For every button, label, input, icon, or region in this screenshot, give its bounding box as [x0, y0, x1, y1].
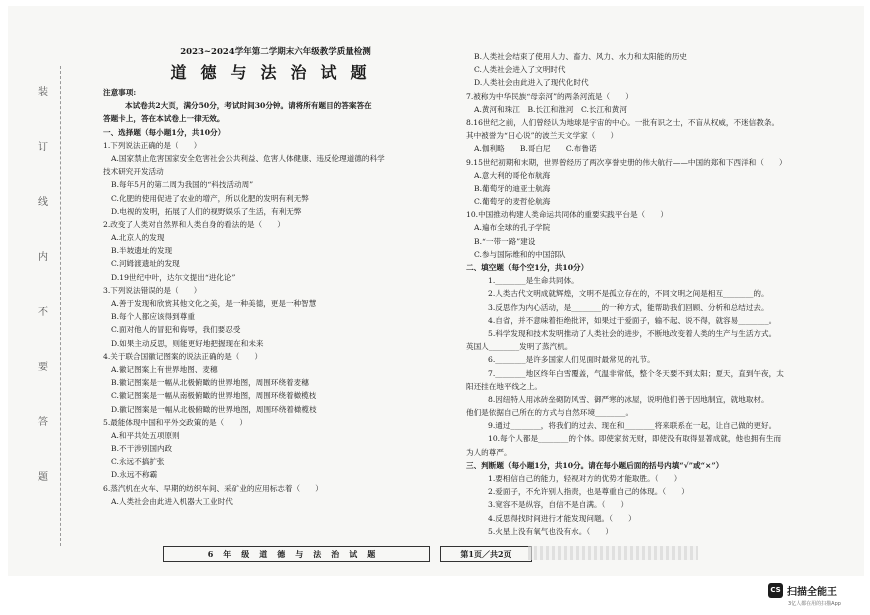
- text-line: 其中被誉为“日心说”的波兰天文学家（ ）: [466, 131, 619, 141]
- text-line: 2.爱面子，不允许别人指责，也是尊重自己的体现。（ ）: [488, 487, 689, 497]
- gutter-mark: 要: [38, 362, 48, 373]
- text-line: C.面对他人的冒犯和侮辱，我们要忍受: [111, 325, 241, 335]
- text-line: C.参与国际维和的中国部队: [474, 249, 566, 259]
- text-line: D.永远不称霸: [111, 470, 158, 480]
- text-line: C.河姆渡遗址的发现: [111, 259, 180, 269]
- text-line: 为人的尊严。: [466, 447, 512, 457]
- exam-title: 道德与法治试题: [170, 63, 381, 82]
- text-line: B.不干涉别国内政: [111, 444, 173, 454]
- text-line: 本试卷共2大页，满分50分，考试时间30分钟。请将所有题目的答案答在: [125, 101, 372, 111]
- text-line: A.徽记图案上有世界地图、麦穗: [111, 364, 218, 374]
- text-line: 1.下列说法正确的是（ ）: [103, 140, 202, 150]
- text-line: 9.通过________，将我们的过去、现在和________将来联系在一起，让自己做的更好。: [488, 421, 777, 431]
- text-line: 5.科学发现和技术发明推动了人类社会的进步，不断地改变着人类的生产与生活方式。: [488, 328, 777, 338]
- text-line: A.意大利的哥伦布航海: [474, 170, 551, 180]
- text-line: 一、选择题（每小题1分，共10分）: [103, 127, 226, 137]
- text-line: 8.因纽特人用冰砖垒砌防风雪、御严寒的冰屋，说明他们善于因地制宜，就地取材。: [488, 394, 769, 404]
- gutter-mark: 线: [38, 197, 48, 208]
- text-line: 10.中国推动构建人类命运共同体的重要实践平台是（ ）: [466, 210, 668, 220]
- left-column: [103, 46, 448, 508]
- text-line: A.人类社会由此进入机器大工业时代: [111, 496, 233, 506]
- text-line: B.人类社会结束了使用人力、畜力、风力、水力和太阳能的历史: [474, 52, 688, 61]
- text-line: A.遍布全球的孔子学院: [474, 223, 551, 233]
- text-line: 4.自省，并不意味着拒绝批评，如果过于爱面子，输不起、说不得，就容易________。: [488, 315, 777, 325]
- text-line: 答题卡上，答在本试卷上一律无效。: [103, 114, 225, 124]
- gutter-mark: 答: [38, 417, 48, 428]
- gutter-mark: 内: [38, 252, 48, 263]
- footer-course-label: 6年级道德与法治试题: [163, 546, 430, 562]
- text-line: C.永远不搞扩张: [111, 457, 165, 467]
- text-line: B.徽记图案是一幅从北极俯瞰的世界地图，周围环绕着麦穗: [111, 378, 309, 388]
- gutter-mark: 订: [38, 142, 48, 153]
- text-line: 4.反思得找时间进行才能发现问题。（ ）: [488, 513, 636, 523]
- text-line: A.黄河和珠江 B.长江和淮河 C.长江和黄河: [474, 104, 627, 114]
- text-line: B.“一带一路”建设: [474, 236, 536, 246]
- text-line: B.半坡遗址的发现: [111, 246, 173, 256]
- text-line: 6.________是许多国家人们见面时最常见的礼节。: [488, 355, 655, 365]
- text-line: 三、判断题（每小题1分，共10分。请在每小题后面的括号内填“√”或“×”）: [466, 460, 724, 470]
- text-line: C.徽记图案是一幅从南极俯瞰的世界地图，周围环绕着橄榄枝: [111, 391, 317, 401]
- right-column: [466, 50, 856, 538]
- text-line: D.电视的发明，拓展了人们的视野娱乐了生活，有利无弊: [111, 206, 302, 216]
- text-line: 10.每个人都是________的个体。即使家贫无财，即使没有取得显著成就，他也拥有生而: [488, 434, 782, 444]
- text-line: A.和平共处五项原则: [111, 430, 180, 440]
- binding-gutter: [30, 66, 61, 546]
- text-line: 技术研究开发活动: [103, 167, 164, 177]
- text-line: 1.要相信自己的能力，轻视对方的优势才能取胜。（ ）: [488, 474, 682, 483]
- scan-stain: [528, 546, 698, 560]
- text-line: D.如果主动反思，则能更好地把握现在和未来: [111, 338, 264, 348]
- text-line: 9.15世纪初期和末期，世界曾经历了两次享誉史册的伟大航行——中国的郑和下西洋和（ ）: [466, 157, 787, 167]
- text-line: 他们是依据自己所在的方式与自然环境________。: [466, 408, 634, 418]
- text-line: 7.________地区终年白雪覆盖，气温非常低，整个冬天要不到太阳；夏天，直到午夜，太: [488, 368, 784, 378]
- exam-subtitle: 2023~2024学年第二学期末六年级教学质量检测: [180, 47, 371, 57]
- footer-page-label: 第1页／共2页: [440, 546, 532, 562]
- text-line: B.每个人都应该得到尊重: [111, 312, 195, 322]
- text-line: 阳还挂在地平线之上。: [466, 381, 542, 391]
- text-line: 5.最能体现中国和平外交政策的是（ ）: [103, 417, 247, 427]
- watermark-tagline: 3亿人都在用的扫描App: [788, 601, 841, 607]
- text-line: D.人类社会由此进入了现代化时代: [474, 78, 589, 88]
- text-line: 3.反思作为内心活动，是________的一种方式，能帮助我们回顾、分析和总结过去。: [488, 302, 769, 312]
- text-line: 8.16世纪之前，人们曾经认为地球是宇宙的中心。一批有识之士，不盲从权威，不迷信教条。: [466, 117, 780, 127]
- scanner-watermark: [768, 582, 837, 598]
- text-line: 2.人类古代文明成就辉煌，文明不是孤立存在的，不同文明之间是相互________的。: [488, 289, 769, 299]
- text-line: A.善于发现和欣赏其他文化之美，是一种美德，更是一种智慧: [111, 299, 317, 308]
- watermark-name: 扫描全能王: [787, 586, 837, 598]
- text-line: D.徽记图案是一幅从北极俯瞰的世界地图，周围环绕着橄榄枝: [111, 404, 317, 414]
- text-line: 4.关于联合国徽记图案的说法正确的是（ ）: [103, 351, 263, 361]
- text-line: C.化肥的使用促进了农业的增产，所以化肥的发明有利无弊: [111, 193, 309, 203]
- text-line: A.国家禁止危害国家安全危害社会公共利益、危害人体健康、违反伦理道德的科学: [111, 153, 385, 163]
- text-line: C.人类社会进入了文明时代: [474, 65, 566, 75]
- gutter-mark: 不: [38, 307, 48, 318]
- text-line: 1.________是生命共同体。: [488, 276, 579, 286]
- text-line: 3.下列说法错误的是（ ）: [103, 285, 202, 295]
- text-line: A.伽利略 B.哥白尼 C.布鲁诺: [474, 144, 597, 154]
- text-line: 英国人________发明了蒸汽机。: [466, 342, 573, 352]
- text-line: 5.火星上没有氧气也没有水。（ ）: [488, 526, 613, 536]
- gutter-mark: 题: [38, 472, 48, 483]
- text-line: 二、填空题（每个空1分，共10分）: [466, 263, 589, 272]
- gutter-mark: 装: [38, 87, 48, 98]
- text-line: 2.改变了人类对自然界和人类自身的看法的是（ ）: [103, 219, 285, 229]
- text-line: A.北京人的发现: [111, 233, 165, 243]
- text-line: C.葡萄牙的麦哲伦航海: [474, 197, 551, 207]
- text-line: B.每年5月的第二周为我国的“科技活动周”: [111, 180, 254, 190]
- text-line: 6.蒸汽机在火车、早期的纺织车间、采矿业的应用标志着（ ）: [103, 483, 323, 493]
- text-line: 3.宽容不是纵容，自信不是自满。（ ）: [488, 500, 629, 510]
- exam-sheet: [8, 6, 864, 576]
- text-line: D.19世纪中叶，达尔文提出“进化论”: [111, 272, 236, 282]
- text-line: 7.被称为中华民族“母亲河”的两条河流是（ ）: [466, 91, 633, 101]
- camscanner-icon: CS: [768, 583, 783, 598]
- text-line: B.葡萄牙的迪亚士航海: [474, 183, 551, 193]
- text-line: 注意事项:: [103, 88, 137, 97]
